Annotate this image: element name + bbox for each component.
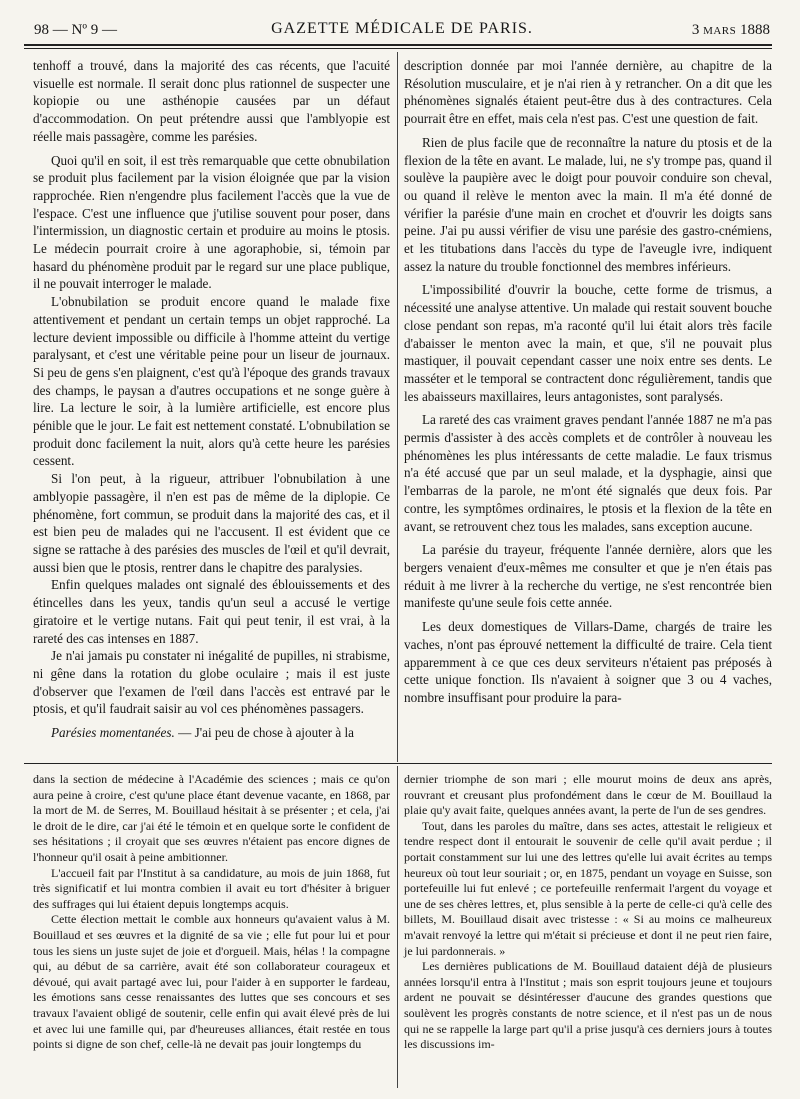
issue-number: — Nº 9 — (52, 22, 117, 38)
paragraph: Rien de plus facile que de reconnaître la nature du ptosis et de la flexion de la tête en avant. Le malade, lui, ne s'y trompe pas, quand il soulève la paupière avec le doigt pour pouvoir conduire son cheval, ou quand il relève le menton avec la main. Il m'a été donné de vérifier la parésie d'une main en crochet et d'ouvrir les doigts sans peine. J'ai pu aussi vérifier de visu une parésie des gastro-cnémiens, et les titubations dans l'accès du type de l'aveugle ivre, indiquent assez la nature du trouble fonctionnel des membres inférieurs. (404, 134, 772, 274)
column-divider (397, 52, 398, 762)
paragraph: Je n'ai jamais pu constater ni inégalité de pupilles, ni strabisme, ni gêne dans la rotation du globe oculaire ; mais il est juste d'observer que l'examen de l'œil dans l'accès est entravé par le ptosis, et qu'il faudrait saisir au vol ces phénomènes passagers. (33, 648, 390, 717)
feuilleton-rule (24, 763, 772, 764)
date-year: 1888 (740, 22, 770, 38)
paragraph: tenhoff a trouvé, dans la majorité des cas récents, que l'acuité visuelle est normale. Il serait donc plus rationnel de suspecter une kopiopie ou une asthénopie causées par un défaut d'accommodation. On peut prétendre aussi que l'amblyopie est réelle mais passagère, comme les parésies. (33, 58, 390, 144)
section-text: — J'ai peu de chose à ajouter à la (174, 725, 355, 741)
article-right-column (404, 57, 772, 707)
header-rule (24, 44, 772, 46)
paragraph: Enfin quelques malades ont signalé des éblouissements et des étincelles dans les yeux, tandis qu'un seul a accusé le vertige giratoire et le vertige nutans. Fait qui peut tenir, il est vrai, à la rareté des cas intenses en 1887. (33, 577, 390, 646)
issue-date (692, 22, 770, 39)
header-rule-thin (24, 48, 772, 49)
date-month: MARS (703, 25, 737, 37)
paragraph: L'obnubilation se produit encore quand le malade fixe attentivement et pendant un certain temps un objet rapproché. La lecture devient impossible ou difficile à l'homme atteint du vertige paralysant, et c'est une véritable peine pour un liseur de journaux. Si peu de gens s'en plaignent, c'est qu'à l'époque des grands travaux des champs, le paysan a d'autres occupations et ne songe guère à lire. La lecture le soir, à la lumière artificielle, est encore plus pénible que le jour. Le fait est nettement constaté. L'obnubilation se produit donc facilement la nuit, alors qu'à cette heure les parésies cessent. (33, 294, 390, 469)
section-heading: Parésies momentanées. (51, 725, 175, 741)
feuilleton-left-column (33, 772, 390, 1053)
paragraph: Les deux domestiques de Villars-Dame, chargés de traire les vaches, n'ont pas éprouvé nettement la difficulté de traire. Cela tient apparemment à ce que ces deux serviteurs n'étaient pas préposés à cette unique fonction. Ils n'avaient à soigner que 3 ou 4 vaches, nombre insuffisant pour produire la para- (404, 619, 772, 705)
paragraph: Tout, dans les paroles du maître, dans ses actes, attestait le religieux et tendre respect dont il entourait le souvenir de celle qu'il avait perdue ; il portait constamment sur lui une des lettres qu'elle lui avait écrites au temps heureux où tout leur souriait ; or, en 1875, pendant un voyage en Suisse, son portefeuille lui fut enlevé ; ce portefeuille renfermait l'argent du voyage et une de ses chères lettres, et, plus sensible à la perte de celle-ci qu'à celle des billets, M. Bouillaud disait avec tristesse : « Si au moins ce malheureux m'avait renvoyé la lettre qui m'était si précieuse et dont il ne peut rien faire, je lui pardonnerais. » (404, 818, 772, 958)
paragraph: Si l'on peut, à la rigueur, attribuer l'obnubilation à une amblyopie passagère, il n'en est pas de même de la diplopie. Ce phénomène, fort commun, se produit dans la majorité des cas, et il est bien peu de malades qui ne l'accusent. Il est évident que ce signe se rattache à des parésies des muscles de l'œil et qu'il devrait, aussi bien que le ptosis, rentrer dans le chapitre des paralysies. (33, 471, 390, 575)
paragraph: description donnée par moi l'année dernière, au chapitre de la Résolution musculaire, et je n'ai rien à y retrancher. On a dit que les phénomènes signalés étaient peut-être dus à des contractures. Cela pourrait être en effet, mais cela n'est pas. C'est une question de fait. (404, 58, 772, 127)
journal-title: GAZETTE MÉDICALE DE PARIS. (271, 20, 533, 37)
date-day: 3 (691, 22, 700, 38)
paragraph: Les dernières publications de M. Bouillaud dataient déjà de plusieurs années lorsqu'il entra à l'Institut ; mais son esprit toujours jeune et toujours ardent ne pouvait se désintéresser d'aucune des grandes questions que soulèvent les progrès constants de notre science, et il n'est pas un de nous qui ne se rappelle la large part qu'il a prise jusqu'à ces derniers jours à toutes les discussions im- (404, 959, 772, 1052)
article-left-column (33, 57, 390, 742)
section-paragraph (33, 724, 390, 742)
paragraph: La rareté des cas vraiment graves pendant l'année 1887 ne m'a pas permis d'assister à des accès complets et de contrôler à nouveau les phénomènes les plus intéressants de cette maladie. Le faux trismus n'a été accusé que par un seul malade, et la dysphagie, ainsi que l'embarras de la parole, ne m'ont été signalés que deux fois. Par contre, les symptômes ordinaires, le ptosis et la flexion de la tête en avant, se retrouvent chez tous les malades, sans exception aucune. (404, 412, 772, 534)
paragraph: dans la section de médecine à l'Académie des sciences ; mais ce qu'on aura peine à croire, c'est qu'une place étant devenue vacante, en 1868, par la mort de M. de Serres, M. Bouillaud hésitait à se présenter ; et cela, j'ai le droit de le dire, car j'ai été le témoin et en quelque sorte le confident de ses hésitations ; il croyait que ses œuvres n'étaient pas encore dignes de l'honneur qu'il osait à peine ambitionner. (33, 772, 390, 864)
page-header (34, 20, 770, 42)
feuilleton-right-column (404, 772, 772, 1053)
page-number: 98 (34, 22, 49, 38)
paragraph: dernier triomphe de son mari ; elle mourut moins de deux ans après, rouvrant et creusant plus profondément dans le cœur de M. Bouillaud la plaie qu'y avait faite, quelques années avant, la perte de l'un de ses gendres. (404, 772, 772, 818)
paragraph: L'impossibilité d'ouvrir la bouche, cette forme de trismus, a nécessité une analyse attentive. Un malade qui restait souvent bouche close pendant son repas, m'a raconté qu'il lui était alors très facile d'abaisser le menton avec la main, et que, s'il ne pouvait plus mastiquer, il pouvait cependant casser une noix entre ses dents. Le masséter et le temporal se contractent donc régulièrement, tandis que les abaisseurs maxillaires, leurs antagonistes, sont paralysés. (404, 282, 772, 404)
paragraph: Cette élection mettait le comble aux honneurs qu'avaient valus à M. Bouillaud et ses œuvres et la dignité de sa vie ; elle fut pour lui et pour tous les siens un juste sujet de joie et d'orgueil. Mais, hélas ! la compagne qui, au début de sa carrière, avait été son collaborateur courageux et dévoué, qui avait partagé avec lui, pour l'aider à en supporter le fardeau, les émotions sans cesse renaissantes des luttes que ses concours et ses travaux l'avaient obligé de soutenir, celle enfin qui avait élevé près de lui et avec lui une famille qui, par d'heureuses alliances, était restée en tous points si digne de son chef, celle-là ne devait pas jouir longtemps du (33, 912, 390, 1052)
paragraph: La parésie du trayeur, fréquente l'année dernière, alors que les bergers venaient d'eux-mêmes me consulter et que je n'en étais pas réduit à me livrer à la recherche du vertige, ne s'est rencontrée bien manifeste qu'une seule fois cette année. (404, 542, 772, 611)
feuilleton-column-divider (397, 766, 398, 1088)
paragraph: Quoi qu'il en soit, il est très remarquable que cette obnubilation se produit plus facilement par la vision éloignée que par la vision rapprochée. Rien n'engendre plus facilement l'accès que la vue de l'espace. C'est une influence que j'utilise souvent pour poser, dans l'intermission, un diagnostic certain et produire au moins le ptosis. Le médecin pourrait croire à une agoraphobie, si, témoin par hasard du phénomène produit par le regard sur une place publique, il ne pouvait interroger le malade. (33, 152, 390, 292)
paragraph: L'accueil fait par l'Institut à sa candidature, au mois de juin 1868, fut très significatif et lui montra combien il avait eu tort d'hésiter à briguer des suffrages qui lui étaient depuis longtemps acquis. (33, 865, 390, 911)
